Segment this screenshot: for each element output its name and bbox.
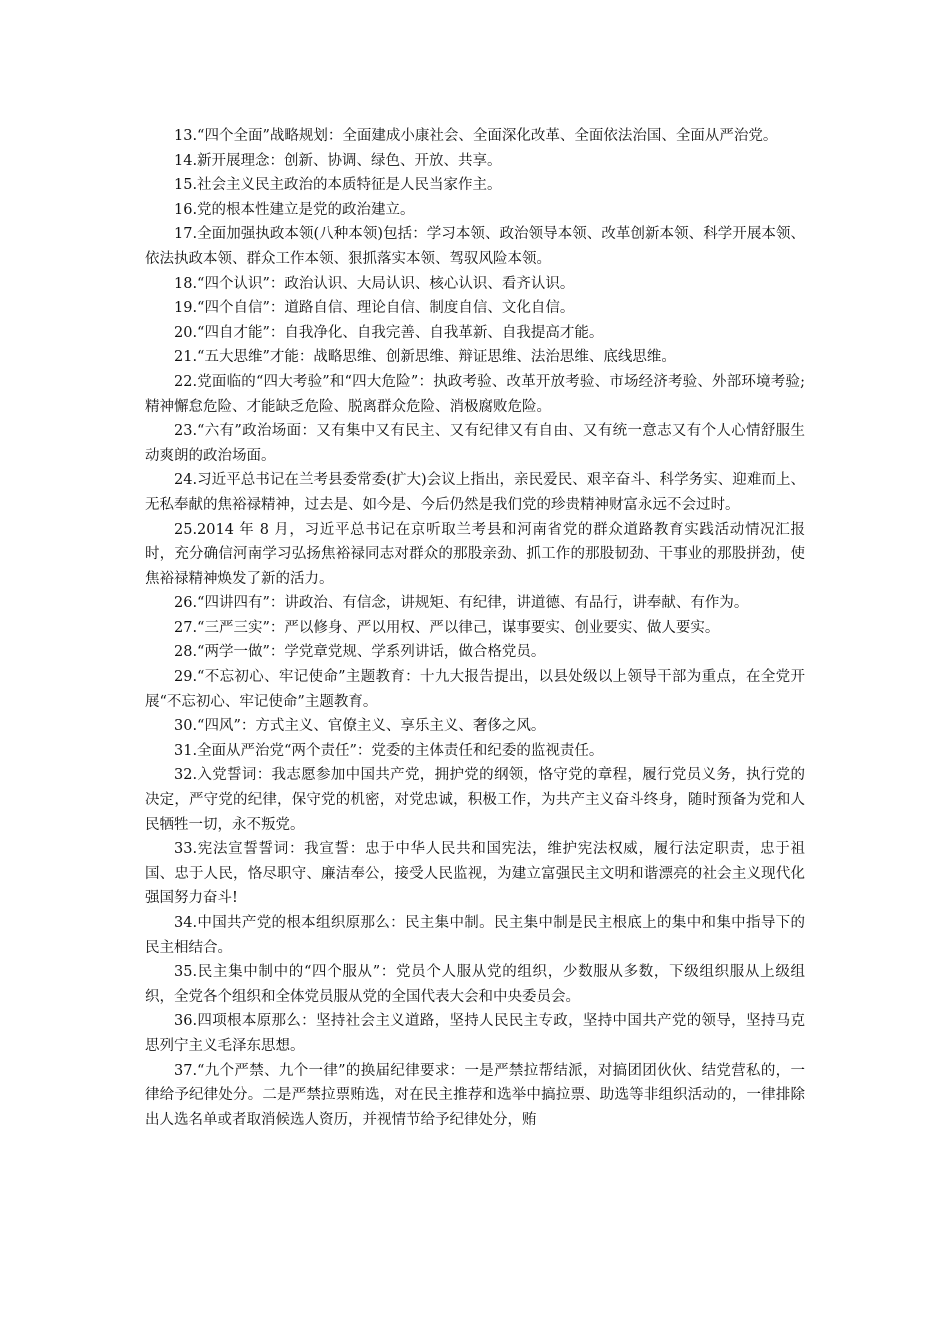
paragraph: 29.“不忘初心、牢记使命”主题教育：十九大报告提出，以县处级以上领导干部为重点，在全党开展“不忘初心、牢记使命”主题教育。 xyxy=(145,669,805,710)
paragraph: 19.“四个自信”：道路自信、理论自信、制度自信、文化自信。 xyxy=(174,300,575,317)
paragraph: 37.“九个严禁、九个一律”的换届纪律要求：一是严禁拉帮结派，对搞团团伙伙、结党营私的，一律给予纪律处分。二是严禁拉票贿选，对在民主推荐和选举中搞拉票、助选等非组织活动的，一律排除出人选名单或者取消候选人资历，并视情节给予纪律处分，贿 xyxy=(145,1062,805,1128)
paragraph: 27.“三严三实”：严以修身、严以用权、严以律己，谋事要实、创业要实、做人要实。 xyxy=(174,619,720,636)
paragraph: 20.“四自才能”：自我净化、自我完善、自我革新、自我提高才能。 xyxy=(174,324,604,341)
paragraph: 30.“四风”：方式主义、官僚主义、享乐主义、奢侈之风。 xyxy=(174,718,546,735)
paragraph: 26.“四讲四有”：讲政治、有信念，讲规矩、有纪律，讲道德、有品行，讲奉献、有作为。 xyxy=(174,595,749,612)
paragraph: 25.2014 年 8 月，习近平总书记在京听取兰考县和河南省党的群众道路教育实践活动情况汇报时，充分确信河南学习弘扬焦裕禄同志对群众的那股亲劲、抓工作的那股韧劲、干事业的那股拼劲，使焦裕禄精神焕发了新的活力。 xyxy=(145,521,805,587)
paragraph: 15.社会主义民主政治的本质特征是人民当家作主。 xyxy=(174,177,502,194)
paragraph: 34.中国共产党的根本组织原那么：民主集中制。民主集中制是民主根底上的集中和集中指导下的民主相结合。 xyxy=(145,915,805,956)
paragraph: 17.全面加强执政本领(八种本领)包括：学习本领、政治领导本领、改革创新本领、科学开展本领、依法执政本领、群众工作本领、狠抓落实本领、驾驭风险本领。 xyxy=(145,226,805,267)
paragraph: 33.宪法宣誓誓词：我宣誓：忠于中华人民共和国宪法，维护宪法权威，履行法定职责，忠于祖国、忠于人民，恪尽职守、廉洁奉公，接受人民监视，为建立富强民主文明和谐漂亮的社会主义现代化强国努力奋斗! xyxy=(145,841,805,907)
paragraph: 22.党面临的“四大考验”和“四大危险”：执政考验、改革开放考验、市场经济考验、外部环境考验;精神懈怠危险、才能缺乏危险、脱离群众危险、消极腐败危险。 xyxy=(145,373,805,415)
document-body xyxy=(145,124,805,1132)
paragraph: 35.民主集中制中的“四个服从”：党员个人服从党的组织，少数服从多数，下级组织服从上级组织，全党各个组织和全体党员服从党的全国代表大会和中央委员会。 xyxy=(145,964,805,1005)
paragraph: 18.“四个认识”：政治认识、大局认识、核心认识、看齐认识。 xyxy=(174,275,575,292)
paragraph: 13.“四个全面”战略规划：全面建成小康社会、全面深化改革、全面依法治国、全面从严治党。 xyxy=(174,128,778,144)
paragraph: 24.习近平总书记在兰考县委常委(扩大)会议上指出，亲民爱民、艰辛奋斗、科学务实、迎难而上、无私奉献的焦裕禄精神，过去是、如今是、今后仍然是我们党的珍贵精神财富永远不会过时。 xyxy=(145,472,805,513)
paragraph: 14.新开展理念：创新、协调、绿色、开放、共享。 xyxy=(174,152,502,169)
paragraph: 28.“两学一做”：学党章党规、学系列讲话，做合格党员。 xyxy=(174,644,546,661)
paragraph: 32.入党誓词：我志愿参加中国共产党，拥护党的纲领，恪守党的章程，履行党员义务，执行党的决定，严守党的纪律，保守党的机密，对党忠诚，积极工作，为共产主义奋斗终身，随时预备为党和人民牺牲一切，永不叛党。 xyxy=(145,767,805,833)
paragraph: 21.“五大思维”才能：战略思维、创新思维、辩证思维、法治思维、底线思维。 xyxy=(174,349,676,366)
paragraph: 36.四项根本原那么：坚持社会主义道路，坚持人民民主专政，坚持中国共产党的领导，坚持马克思列宁主义毛泽东思想。 xyxy=(145,1013,805,1054)
paragraph: 23.“六有”政治场面：又有集中又有民主、又有纪律又有自由、又有统一意志又有个人心情舒服生动爽朗的政治场面。 xyxy=(145,423,805,464)
paragraph: 16.党的根本性建立是党的政治建立。 xyxy=(174,201,415,218)
paragraph: 31.全面从严治党“两个责任”：党委的主体责任和纪委的监视责任。 xyxy=(174,742,604,759)
